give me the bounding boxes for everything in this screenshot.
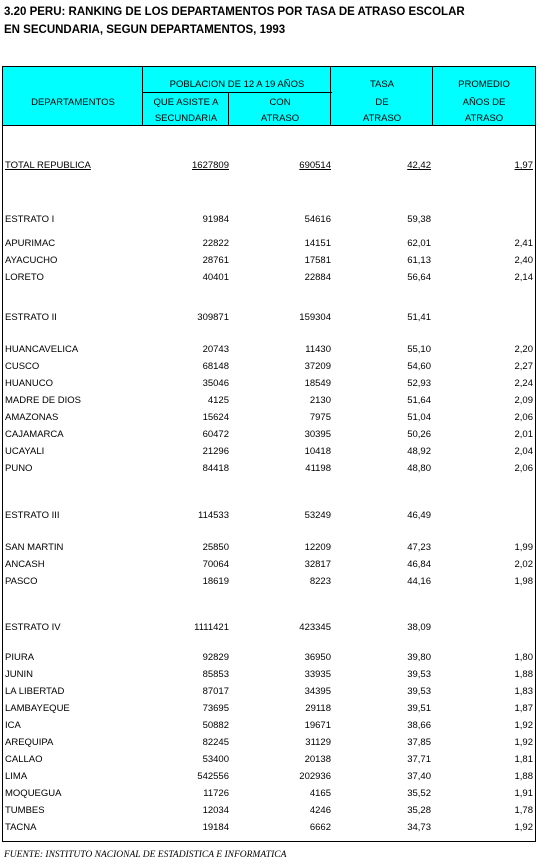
cell-promedio: 2,02	[514, 559, 533, 570]
cell-asiste: 68148	[202, 361, 229, 372]
cell-asiste: 91984	[202, 214, 229, 225]
cell-tasa: 59,38	[407, 214, 431, 225]
cell-atraso: 8223	[309, 576, 331, 587]
page-subtitle: EN SECUNDARIA, SEGUN DEPARTAMENTOS, 1993	[4, 24, 286, 36]
cell-tasa: 50,26	[407, 429, 431, 440]
cell-asiste: 60472	[202, 429, 229, 440]
cell-promedio: 1,78	[514, 805, 533, 816]
cell-tasa: 34,73	[407, 822, 431, 833]
row-name: HUANCAVELICA	[5, 344, 79, 355]
table-row	[3, 541, 535, 555]
table-row	[3, 719, 535, 733]
cell-tasa: 38,09	[407, 622, 431, 633]
cell-tasa: 39,53	[407, 686, 431, 697]
cell-atraso: 4165	[309, 788, 331, 799]
cell-asiste: 114533	[198, 510, 229, 521]
cell-asiste: 50882	[202, 720, 229, 731]
row-name: AYACUCHO	[5, 255, 58, 266]
row-name: TOTAL REPUBLICA	[5, 160, 91, 171]
table-row	[3, 360, 535, 374]
cell-atraso: 53249	[304, 510, 331, 521]
cell-asiste: 1111421	[194, 622, 229, 633]
header-departamentos: DEPARTAMENTOS	[31, 97, 115, 108]
cell-tasa: 47,23	[407, 542, 431, 553]
table-header	[3, 67, 535, 126]
cell-tasa: 54,60	[407, 361, 431, 372]
cell-atraso: 34395	[304, 686, 331, 697]
row-name: MOQUEGUA	[5, 788, 62, 799]
table-row	[3, 558, 535, 572]
table-row	[3, 736, 535, 750]
cell-atraso: 2130	[309, 395, 331, 406]
table-row	[3, 343, 535, 357]
cell-atraso: 159304	[299, 312, 331, 323]
cell-promedio: 2,06	[514, 463, 533, 474]
table-row	[3, 159, 535, 173]
cell-tasa: 35,52	[407, 788, 431, 799]
cell-atraso: 32817	[304, 559, 331, 570]
cell-tasa: 38,66	[407, 720, 431, 731]
cell-promedio: 1,92	[514, 720, 533, 731]
cell-promedio: 2,20	[514, 344, 533, 355]
cell-tasa: 48,80	[407, 463, 431, 474]
cell-asiste: 309871	[197, 312, 229, 323]
cell-atraso: 202936	[299, 771, 331, 782]
table-row	[3, 445, 535, 459]
cell-asiste: 28761	[202, 255, 229, 266]
cell-promedio: 1,81	[514, 754, 533, 765]
table-frame	[2, 66, 536, 842]
row-name: ESTRATO I	[5, 214, 55, 225]
cell-asiste: 35046	[202, 378, 229, 389]
header-promedio-3: ATRASO	[464, 113, 504, 124]
row-name: TUMBES	[5, 805, 45, 816]
header-tasa-1: TASA	[369, 79, 395, 90]
cell-promedio: 1,83	[514, 686, 533, 697]
cell-asiste: 11726	[203, 788, 229, 799]
cell-asiste: 20743	[202, 344, 229, 355]
cell-asiste: 53400	[202, 754, 229, 765]
table-row	[3, 621, 535, 635]
header-asiste-1: QUE ASISTE A	[153, 97, 219, 108]
cell-atraso: 7975	[309, 412, 331, 423]
header-promedio-2: AÑOS DE	[462, 97, 506, 108]
cell-atraso: 36950	[304, 652, 331, 663]
cell-tasa: 48,92	[407, 446, 431, 457]
header-asiste-2: SECUNDARIA	[154, 113, 218, 124]
table-row	[3, 237, 535, 251]
cell-atraso: 11430	[305, 344, 331, 355]
cell-tasa: 56,64	[407, 272, 431, 283]
cell-tasa: 44,16	[407, 576, 431, 587]
cell-promedio: 2,14	[514, 272, 533, 283]
cell-asiste: 92829	[202, 652, 229, 663]
cell-promedio: 1,92	[514, 822, 533, 833]
header-tasa-3: ATRASO	[362, 113, 402, 124]
table-row	[3, 651, 535, 665]
row-name: SAN MARTIN	[5, 542, 64, 553]
cell-asiste: 85853	[202, 669, 229, 680]
cell-atraso: 30395	[304, 429, 331, 440]
cell-asiste: 84418	[202, 463, 229, 474]
cell-tasa: 51,64	[407, 395, 431, 406]
table-row	[3, 254, 535, 268]
row-name: ANCASH	[5, 559, 45, 570]
page-title: 3.20 PERU: RANKING DE LOS DEPARTAMENTOS POR TASA DE ATRASO ESCOLAR	[4, 6, 465, 18]
cell-promedio: 1,97	[514, 160, 533, 171]
header-divider	[142, 67, 143, 125]
table-row	[3, 411, 535, 425]
cell-asiste: 22822	[202, 238, 229, 249]
row-name: MADRE DE DIOS	[5, 395, 82, 406]
row-name: ESTRATO II	[5, 312, 57, 323]
cell-tasa: 51,04	[407, 412, 431, 423]
header-promedio-1: PROMEDIO	[458, 79, 510, 90]
table-row	[3, 377, 535, 391]
table-row	[3, 462, 535, 476]
table-row	[3, 509, 535, 523]
row-name: PASCO	[5, 576, 38, 587]
header-divider	[432, 67, 433, 125]
cell-asiste: 73695	[202, 703, 229, 714]
source-footnote: FUENTE: INSTITUTO NACIONAL DE ESTADISTICA E INFORMATICA	[4, 850, 287, 860]
cell-tasa: 46,49	[407, 510, 431, 521]
cell-promedio: 2,01	[514, 429, 533, 440]
row-name: LA LIBERTAD	[5, 686, 65, 697]
cell-atraso: 17581	[304, 255, 331, 266]
cell-atraso: 10418	[304, 446, 331, 457]
cell-tasa: 42,42	[407, 160, 431, 171]
cell-tasa: 37,40	[407, 771, 431, 782]
cell-tasa: 35,28	[407, 805, 431, 816]
cell-promedio: 1,88	[514, 669, 533, 680]
cell-atraso: 33935	[304, 669, 331, 680]
row-name: ICA	[5, 720, 21, 731]
cell-atraso: 37209	[304, 361, 331, 372]
cell-promedio: 1,91	[514, 788, 533, 799]
cell-tasa: 52,93	[407, 378, 431, 389]
cell-asiste: 4125	[207, 395, 229, 406]
cell-promedio: 1,98	[514, 576, 533, 587]
header-atraso-2: ATRASO	[260, 113, 300, 124]
cell-asiste: 21296	[202, 446, 229, 457]
cell-asiste: 25850	[202, 542, 229, 553]
cell-asiste: 87017	[202, 686, 229, 697]
row-name: LAMBAYEQUE	[5, 703, 70, 714]
cell-atraso: 12209	[304, 542, 331, 553]
cell-atraso: 690514	[299, 160, 331, 171]
cell-atraso: 31129	[305, 737, 331, 748]
cell-tasa: 51,41	[407, 312, 431, 323]
table-row	[3, 668, 535, 682]
cell-asiste: 19184	[202, 822, 229, 833]
header-tasa-2: DE	[375, 97, 389, 108]
cell-tasa: 39,53	[407, 669, 431, 680]
cell-atraso: 41198	[305, 463, 331, 474]
row-name: HUANUCO	[5, 378, 54, 389]
cell-atraso: 54616	[304, 214, 331, 225]
cell-asiste: 40401	[202, 272, 229, 283]
row-name: JUNIN	[5, 669, 33, 680]
row-name: LIMA	[5, 771, 28, 782]
table-row	[3, 787, 535, 801]
header-divider	[330, 67, 331, 125]
table-row	[3, 821, 535, 835]
table-row	[3, 685, 535, 699]
row-name: LORETO	[5, 272, 44, 283]
table-row	[3, 575, 535, 589]
row-name: CALLAO	[5, 754, 43, 765]
cell-tasa: 46,84	[407, 559, 431, 570]
header-atraso-1: CON	[269, 97, 291, 108]
row-name: ESTRATO IV	[5, 622, 61, 633]
cell-atraso: 4246	[309, 805, 331, 816]
cell-asiste: 18619	[202, 576, 229, 587]
row-name: AMAZONAS	[5, 412, 59, 423]
cell-promedio: 2,06	[514, 412, 533, 423]
table-row	[3, 804, 535, 818]
row-name: APURIMAC	[5, 238, 56, 249]
table-row	[3, 394, 535, 408]
cell-promedio: 2,41	[514, 238, 533, 249]
header-divider	[228, 93, 229, 125]
cell-atraso: 19671	[304, 720, 331, 731]
row-name: CUSCO	[5, 361, 40, 372]
cell-promedio: 2,40	[514, 255, 533, 266]
header-divider	[142, 92, 332, 93]
cell-tasa: 62,01	[407, 238, 431, 249]
row-name: TACNA	[5, 822, 37, 833]
cell-promedio: 1,87	[514, 703, 533, 714]
cell-atraso: 18549	[304, 378, 331, 389]
row-name: CAJAMARCA	[5, 429, 64, 440]
cell-promedio: 2,04	[514, 446, 533, 457]
cell-atraso: 14151	[304, 238, 331, 249]
cell-tasa: 39,80	[407, 652, 431, 663]
cell-tasa: 37,85	[407, 737, 431, 748]
cell-asiste: 542556	[197, 771, 229, 782]
row-name: PIURA	[5, 652, 35, 663]
row-name: AREQUIPA	[5, 737, 54, 748]
cell-tasa: 37,71	[407, 754, 431, 765]
cell-asiste: 15624	[202, 412, 229, 423]
cell-atraso: 29118	[305, 703, 331, 714]
cell-tasa: 61,13	[407, 255, 431, 266]
cell-promedio: 2,27	[514, 361, 533, 372]
table-row	[3, 213, 535, 227]
cell-atraso: 20138	[304, 754, 331, 765]
table-row	[3, 770, 535, 784]
table-row	[3, 702, 535, 716]
table-row	[3, 753, 535, 767]
cell-promedio: 2,09	[514, 395, 533, 406]
cell-promedio: 1,92	[514, 737, 533, 748]
table-row	[3, 428, 535, 442]
row-name: PUNO	[5, 463, 33, 474]
cell-promedio: 1,80	[514, 652, 533, 663]
cell-tasa: 39,51	[407, 703, 431, 714]
row-name: ESTRATO III	[5, 510, 60, 521]
table-row	[3, 271, 535, 285]
cell-atraso: 22884	[304, 272, 331, 283]
cell-asiste: 1627809	[192, 160, 229, 171]
cell-asiste: 82245	[202, 737, 229, 748]
header-poblacion: POBLACION DE 12 A 19 AÑOS	[169, 79, 305, 90]
cell-atraso: 423345	[299, 622, 331, 633]
cell-atraso: 6662	[309, 822, 331, 833]
cell-promedio: 1,88	[514, 771, 533, 782]
cell-promedio: 2,24	[514, 378, 533, 389]
cell-tasa: 55,10	[407, 344, 431, 355]
cell-asiste: 70064	[202, 559, 229, 570]
cell-asiste: 12034	[202, 805, 229, 816]
table-row	[3, 311, 535, 325]
cell-promedio: 1,99	[514, 542, 533, 553]
row-name: UCAYALI	[5, 446, 45, 457]
